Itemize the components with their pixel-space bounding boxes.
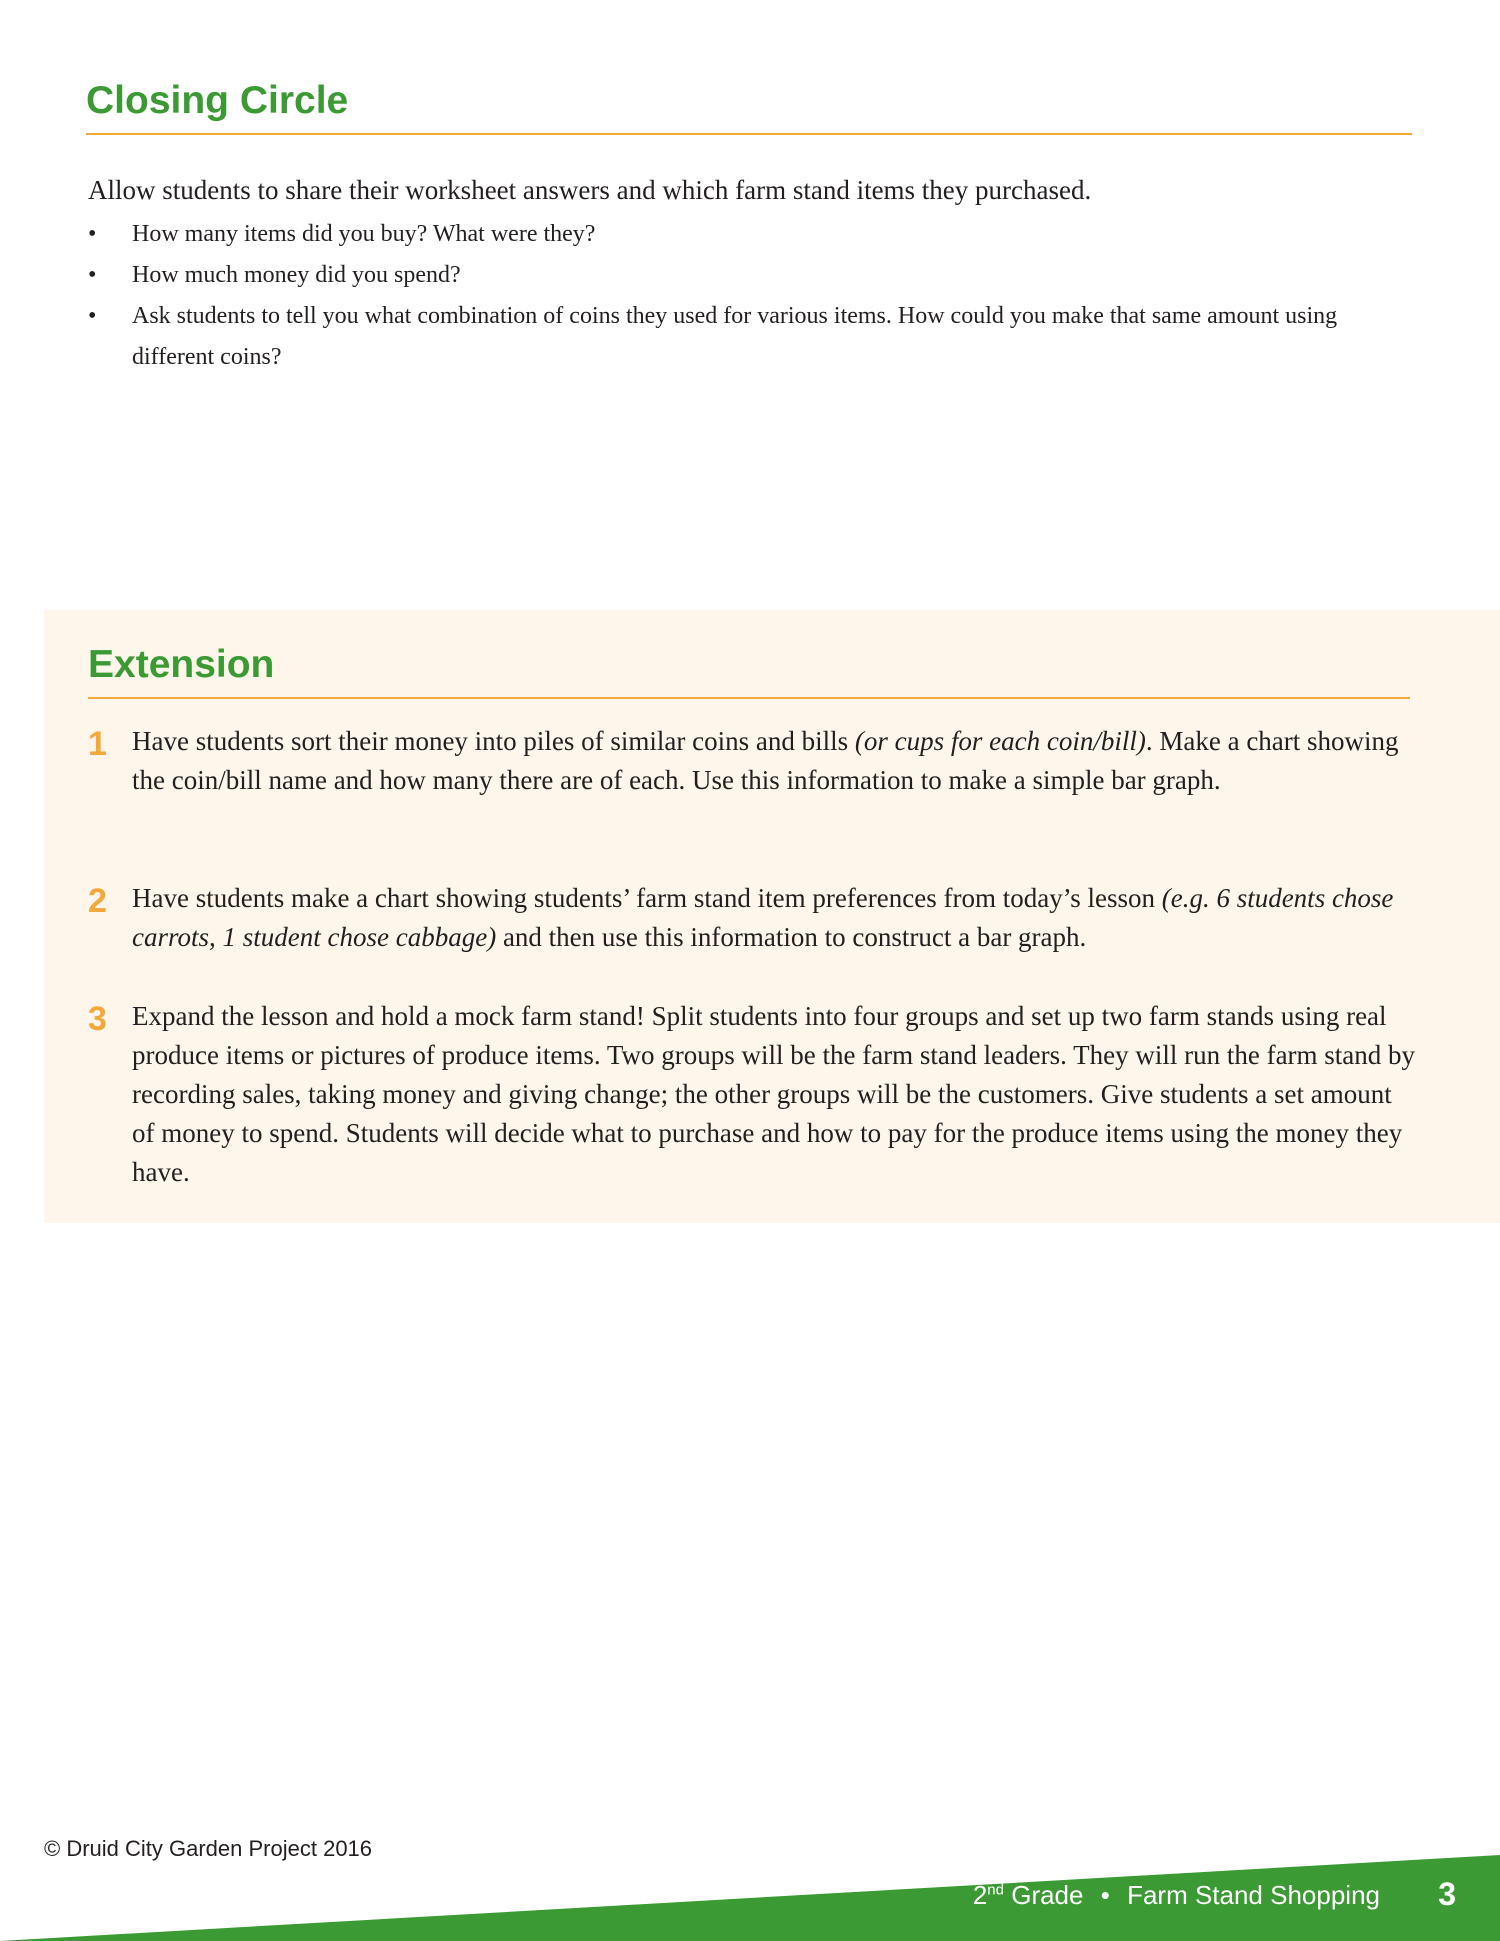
closing-circle-heading: Closing Circle <box>86 80 1412 135</box>
copyright-text: © Druid City Garden Project 2016 <box>44 1836 373 1861</box>
italic-text-segment: (or cups for each coin/bill) <box>854 726 1146 756</box>
footer-lesson-label <box>973 1880 1380 1911</box>
page-number: 3 <box>1438 1876 1456 1912</box>
extension-item-3 <box>88 997 1418 1192</box>
list-item <box>88 296 1408 378</box>
extension-item-text <box>88 722 1418 800</box>
extension-item-2 <box>88 879 1418 957</box>
grade-word: Grade <box>1011 1880 1084 1910</box>
bullet-text: How many items did you buy? What were they? <box>132 221 596 247</box>
bullet-icon: • <box>88 221 97 247</box>
extension-item-number: 2 <box>88 882 107 920</box>
extension-item-text <box>88 879 1418 957</box>
bullet-text: How much money did you spend? <box>132 262 461 288</box>
text-segment: Have students make a chart showing students’ farm stand item preferences from today’s lesson <box>132 883 1162 913</box>
text-segment: Have students sort their money into piles of similar coins and bills <box>132 726 855 756</box>
extension-heading: Extension <box>88 644 1410 699</box>
text-segment: and then use this information to construct a bar graph. <box>496 922 1087 952</box>
footer-separator: • <box>1100 1880 1110 1910</box>
extension-item-number: 1 <box>88 725 107 763</box>
grade-suffix: nd <box>987 1881 1004 1899</box>
bullet-text: Ask students to tell you what combination of coins they used for various items. How could you make that same amount using different coins? <box>132 303 1338 370</box>
bullet-icon: • <box>88 303 97 329</box>
text-segment: . Make a chart showing the coin/bill name and how many there are of each. Use this information to make a simple bar graph. <box>132 726 1399 795</box>
extension-item-text <box>88 997 1418 1192</box>
bullet-icon: • <box>88 262 97 288</box>
list-item <box>88 255 1408 296</box>
lesson-title: Farm Stand Shopping <box>1127 1880 1380 1910</box>
italic-text-segment: (e.g. 6 students chose carrots, 1 student chose cabbage) <box>132 883 1394 952</box>
list-item <box>88 214 1408 255</box>
extension-item-1 <box>88 722 1418 800</box>
text-segment: Expand the lesson and hold a mock farm stand! Split students into four groups and set up two farm stands using real produce items or pictures of produce items. Two groups will be the farm stand leaders. They will run the farm stand by recording sales, taking money and giving change; the other groups will be the customers. Give students a set amount of money to spend. Students will decide what to purchase and how to pay for the produce items using the money they have. <box>132 1001 1416 1187</box>
closing-circle-bullet-list <box>88 214 1408 378</box>
grade-number: 2 <box>972 1880 988 1910</box>
closing-circle-intro: Allow students to share their worksheet answers and which farm stand items they purchased. <box>88 175 1092 205</box>
extension-item-number: 3 <box>88 1000 107 1038</box>
